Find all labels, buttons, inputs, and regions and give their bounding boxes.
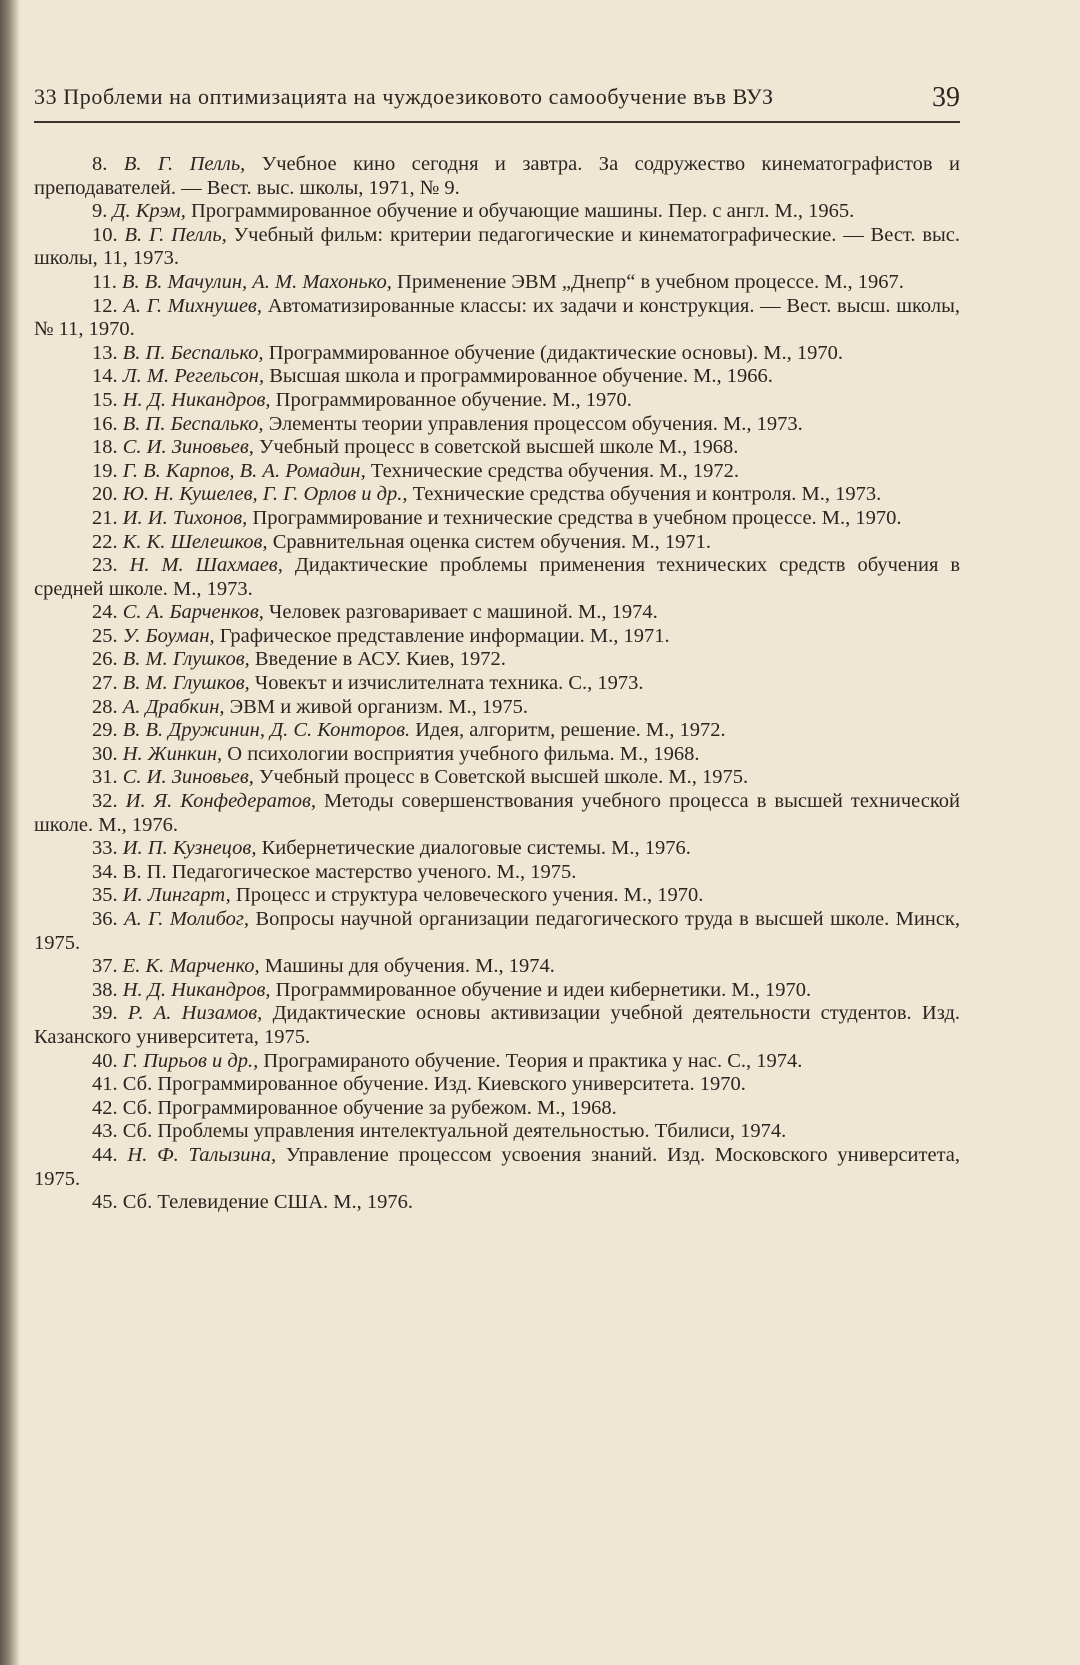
- reference-text: Элементы теории управления процессом обучения. М., 1973.: [268, 412, 803, 435]
- reference-author: Н. М. Шахмаев,: [129, 554, 283, 577]
- reference-author: И. П. Кузнецов,: [122, 837, 257, 860]
- reference-item: [34, 955, 960, 979]
- reference-number: 14.: [92, 365, 118, 388]
- reference-text: Автоматизированные классы: их задачи и конструкция. — Вест. высш. школы, № 11, 1970.: [34, 294, 961, 341]
- reference-item: [34, 861, 960, 885]
- reference-item: [34, 696, 960, 720]
- reference-text: Методы совершенствования учебного процесса в высшей технической школе. М., 1976.: [34, 790, 960, 836]
- reference-author: Ю. Н. Кушелев, Г. Г. Орлов и др.,: [122, 483, 408, 506]
- reference-text: Сравнительная оценка систем обучения. М., 1971.: [272, 530, 711, 553]
- reference-text: Технические средства обучения и контроля. М., 1973.: [412, 483, 882, 506]
- reference-author: В. М. Глушков,: [122, 648, 250, 671]
- reference-number: 37.: [92, 955, 118, 978]
- reference-author: В. М. Глушков,: [122, 672, 250, 695]
- reference-author: В. П. Беспалько,: [122, 341, 264, 364]
- reference-item: [34, 200, 960, 224]
- reference-text: Высшая школа и программированное обучение. М., 1966.: [269, 365, 773, 388]
- reference-number: 24.: [92, 601, 118, 624]
- reference-item: [34, 365, 960, 389]
- reference-number: 40.: [92, 1049, 118, 1072]
- reference-item: [34, 224, 960, 271]
- reference-text: Дидактические основы активизации учебной деятельности студентов. Изд. Казанского университета, 1975.: [34, 1002, 961, 1048]
- reference-text: Учебный процесс в Советской высшей школе. М., 1975.: [259, 766, 749, 789]
- reference-text: Графическое представление информации. М., 1971.: [219, 624, 670, 647]
- reference-number: 43.: [92, 1120, 118, 1143]
- reference-item: [34, 342, 960, 366]
- reference-text: Машины для обучения. М., 1974.: [264, 955, 555, 978]
- reference-number: 36.: [92, 908, 118, 930]
- reference-author: С. А. Барченков,: [122, 601, 264, 624]
- reference-number: 15.: [92, 388, 118, 411]
- header-title: 33 Проблеми на оптимизацията на чуждоезиковото самообучение във ВУЗ: [34, 84, 774, 109]
- reference-number: 27.: [92, 672, 118, 695]
- reference-item: [34, 908, 960, 955]
- reference-item: [34, 884, 960, 908]
- reference-text: Сб. Программированное обучение. Изд. Киевского университета. 1970.: [122, 1073, 746, 1096]
- reference-item: [34, 554, 960, 601]
- reference-number: 10.: [92, 223, 118, 246]
- reference-number: 19.: [92, 459, 118, 482]
- reference-number: 26.: [92, 648, 118, 671]
- reference-text: В. П. Педагогическое мастерство ученого. М., 1975.: [122, 860, 577, 883]
- reference-item: [34, 295, 960, 342]
- reference-item: [34, 790, 960, 837]
- reference-number: 32.: [92, 790, 118, 813]
- reference-number: 38.: [92, 978, 118, 1001]
- reference-number: 29.: [92, 719, 118, 742]
- reference-number: 34.: [92, 860, 118, 883]
- reference-number: 16.: [92, 412, 118, 435]
- reference-number: 45.: [92, 1191, 118, 1214]
- reference-author: Н. Ф. Талызина,: [127, 1143, 277, 1166]
- reference-item: [34, 1144, 960, 1191]
- reference-number: 9.: [92, 200, 108, 223]
- reference-text: Введение в АСУ. Киев, 1972.: [254, 648, 506, 671]
- reference-author: В. В. Дружинин, Д. С. Конторов.: [122, 719, 411, 742]
- reference-item: [34, 837, 960, 861]
- reference-item: [34, 460, 960, 484]
- reference-number: 31.: [92, 766, 118, 789]
- reference-number: 20.: [92, 483, 118, 506]
- reference-text: Сб. Телевидение США. М., 1976.: [122, 1191, 414, 1214]
- reference-author: Е. К. Марченко,: [122, 955, 260, 978]
- reference-number: 23.: [92, 554, 118, 577]
- reference-author: А. Г. Молибог,: [124, 908, 249, 930]
- reference-text: Программированное обучение и идеи кибернетики. М., 1970.: [275, 978, 812, 1001]
- reference-author: В. П. Беспалько,: [122, 412, 264, 435]
- running-header: [34, 78, 960, 114]
- page-number: 39: [932, 82, 960, 113]
- reference-item: [34, 1050, 960, 1074]
- reference-author: А. Драбкин,: [122, 695, 225, 718]
- reference-text: Программированное обучение. М., 1970.: [275, 388, 632, 411]
- reference-item: [34, 1191, 960, 1215]
- reference-number: 13.: [92, 341, 118, 364]
- reference-text: Программированное обучение (дидактические основы). М., 1970.: [268, 341, 843, 364]
- reference-item: [34, 672, 960, 696]
- reference-author: Д. Крэм,: [112, 200, 186, 223]
- reference-text: Вопросы научной организации педагогического труда в высшей школе. Минск, 1975.: [34, 908, 961, 954]
- reference-item: [34, 1097, 960, 1121]
- reference-text: Процесс и структура человеческого учения. М., 1970.: [235, 884, 704, 907]
- reference-text: Учебное кино сегодня и завтра. За содружество кинематографистов и преподавателей. — Вест. выс. школы, 1971, № 9.: [34, 153, 961, 199]
- reference-number: 28.: [92, 695, 118, 718]
- reference-item: [34, 601, 960, 625]
- reference-number: 30.: [92, 742, 118, 765]
- reference-item: [34, 531, 960, 555]
- reference-text: Сб. Проблемы управления интелектуальной деятельностью. Тбилиси, 1974.: [122, 1120, 787, 1143]
- reference-author: Л. М. Регельсон,: [122, 365, 265, 388]
- reference-number: 12.: [92, 294, 118, 317]
- reference-text: Програмираното обучение. Теория и практика у нас. С., 1974.: [263, 1049, 803, 1072]
- reference-item: [34, 648, 960, 672]
- reference-number: 42.: [92, 1096, 118, 1119]
- reference-text: Человек разговаривает с машиной. М., 1974.: [269, 601, 658, 624]
- reference-author: С. И. Зиновьев,: [122, 766, 254, 789]
- reference-number: 41.: [92, 1073, 118, 1096]
- reference-item: [34, 625, 960, 649]
- reference-item: [34, 1120, 960, 1144]
- reference-number: 8.: [92, 153, 108, 175]
- reference-author: Н. Жинкин,: [122, 742, 223, 765]
- reference-item: [34, 483, 960, 507]
- reference-text: Программированное обучение и обучающие машины. Пер. с англ. М., 1965.: [190, 200, 855, 223]
- reference-text: Човекът и изчислителната техника. С., 1973.: [254, 672, 644, 695]
- reference-author: В. Г. Пелль,: [123, 153, 246, 175]
- reference-item: [34, 743, 960, 767]
- reference-number: 25.: [92, 624, 118, 647]
- reference-item: [34, 1073, 960, 1097]
- reference-list: [34, 153, 960, 1215]
- header-rule: [34, 121, 960, 123]
- reference-text: Кибернетические диалоговые системы. М., 1976.: [261, 837, 691, 860]
- reference-text: Программирование и технические средства в учебном процессе. М., 1970.: [252, 506, 902, 529]
- reference-author: А. Г. Михнушев,: [123, 294, 262, 317]
- reference-text: Управление процессом усвоения знаний. Изд. Московского университета, 1975.: [34, 1143, 961, 1190]
- reference-author: К. К. Шелешков,: [122, 530, 268, 553]
- book-spine-shadow: [0, 0, 20, 1665]
- reference-author: В. Г. Пелль,: [124, 223, 227, 246]
- reference-number: 21.: [92, 506, 118, 529]
- reference-author: И. Лингарт,: [122, 884, 231, 907]
- reference-item: [34, 719, 960, 743]
- reference-number: 44.: [92, 1143, 118, 1166]
- reference-item: [34, 766, 960, 790]
- reference-text: Технические средства обучения. М., 1972.: [370, 459, 739, 482]
- reference-author: Р. А. Низамов,: [127, 1002, 263, 1025]
- reference-number: 39.: [92, 1002, 118, 1025]
- reference-item: [34, 413, 960, 437]
- reference-text: Дидактические проблемы применения технических средств обучения в средней школе. М., 1973.: [34, 554, 961, 600]
- reference-item: [34, 436, 960, 460]
- reference-item: [34, 1002, 960, 1049]
- reference-author: Н. Д. Никандров,: [122, 978, 271, 1001]
- reference-text: ЭВМ и живой организм. М., 1975.: [229, 695, 529, 718]
- reference-text: Применение ЭВМ „Днепр“ в учебном процессе. М., 1967.: [397, 270, 904, 293]
- reference-item: [34, 507, 960, 531]
- reference-author: Н. Д. Никандров,: [122, 388, 271, 411]
- reference-text: Учебный фильм: критерии педагогические и кинематографические. — Вест. выс. школы, 11, 1973.: [34, 223, 961, 270]
- reference-author: У. Боуман,: [122, 624, 215, 647]
- reference-number: 33.: [92, 837, 118, 860]
- reference-number: 35.: [92, 884, 118, 907]
- reference-text: Учебный процесс в советской высшей школе М., 1968.: [259, 436, 739, 459]
- reference-number: 22.: [92, 530, 118, 553]
- reference-author: И. Я. Конфедератов,: [125, 790, 316, 813]
- reference-author: И. И. Тихонов,: [122, 506, 248, 529]
- reference-author: С. И. Зиновьев,: [122, 436, 254, 459]
- reference-author: Г. Пирьов и др.,: [122, 1049, 259, 1072]
- reference-number: 18.: [92, 436, 118, 459]
- reference-text: Идея, алгоритм, решение. М., 1972.: [415, 719, 726, 742]
- reference-item: [34, 979, 960, 1003]
- reference-text: О психологии восприятия учебного фильма. М., 1968.: [227, 742, 700, 765]
- reference-item: [34, 153, 960, 200]
- reference-item: [34, 271, 960, 295]
- reference-author: В. В. Мачулин, А. М. Махонько,: [122, 270, 392, 293]
- reference-item: [34, 389, 960, 413]
- reference-number: 11.: [92, 270, 117, 293]
- reference-text: Сб. Программированное обучение за рубежом. М., 1968.: [122, 1096, 617, 1119]
- reference-author: Г. В. Карпов, В. А. Ромадин,: [122, 459, 366, 482]
